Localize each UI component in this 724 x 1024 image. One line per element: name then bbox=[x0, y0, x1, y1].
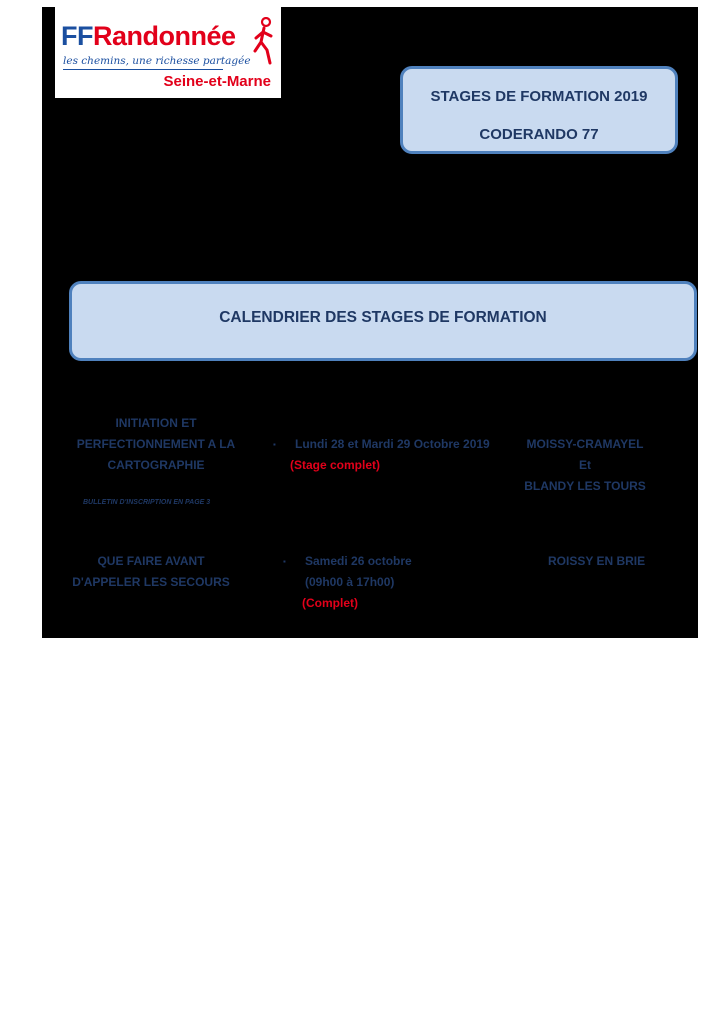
header-subtitle: CODERANDO 77 bbox=[479, 126, 599, 143]
header-title: STAGES DE FORMATION 2019 bbox=[430, 88, 648, 105]
section-title: CALENDRIER DES STAGES DE FORMATION bbox=[219, 309, 547, 326]
logo-department: Seine-et-Marne bbox=[163, 73, 271, 90]
logo-brand: FFRandonnée bbox=[61, 21, 236, 51]
bullet-icon: ▪ bbox=[273, 440, 276, 449]
stage-2-location: ROISSY EN BRIE bbox=[548, 554, 646, 568]
stage-1-status: (Stage complet) bbox=[290, 458, 381, 472]
stage-1-date: Lundi 28 et Mardi 29 Octobre 2019 bbox=[295, 437, 490, 451]
stage-2-status: (Complet) bbox=[302, 596, 358, 610]
stage-2-date: Samedi 26 octobre (09h00 à 17h00) bbox=[305, 554, 412, 589]
header-box bbox=[400, 66, 678, 154]
bullet-icon: ▪ bbox=[283, 557, 286, 566]
stage-2-title: QUE FAIRE AVANT D'APPELER LES SECOURS bbox=[72, 554, 230, 589]
stage-1-location: MOISSY-CRAMAYEL Et BLANDY LES TOURS bbox=[524, 437, 646, 493]
logo-tagline: les chemins, une richesse partagée bbox=[63, 55, 251, 67]
stage-1-title: INITIATION ET PERFECTIONNEMENT A LA CARTOGRAPHIE bbox=[76, 416, 236, 472]
ffrandonnee-logo bbox=[55, 7, 281, 98]
section-title-box bbox=[69, 281, 697, 361]
logo-underline bbox=[63, 69, 223, 70]
stage-1-note: BULLETIN D'INSCRIPTION EN PAGE 3 bbox=[83, 499, 211, 506]
walker-icon bbox=[251, 17, 275, 67]
